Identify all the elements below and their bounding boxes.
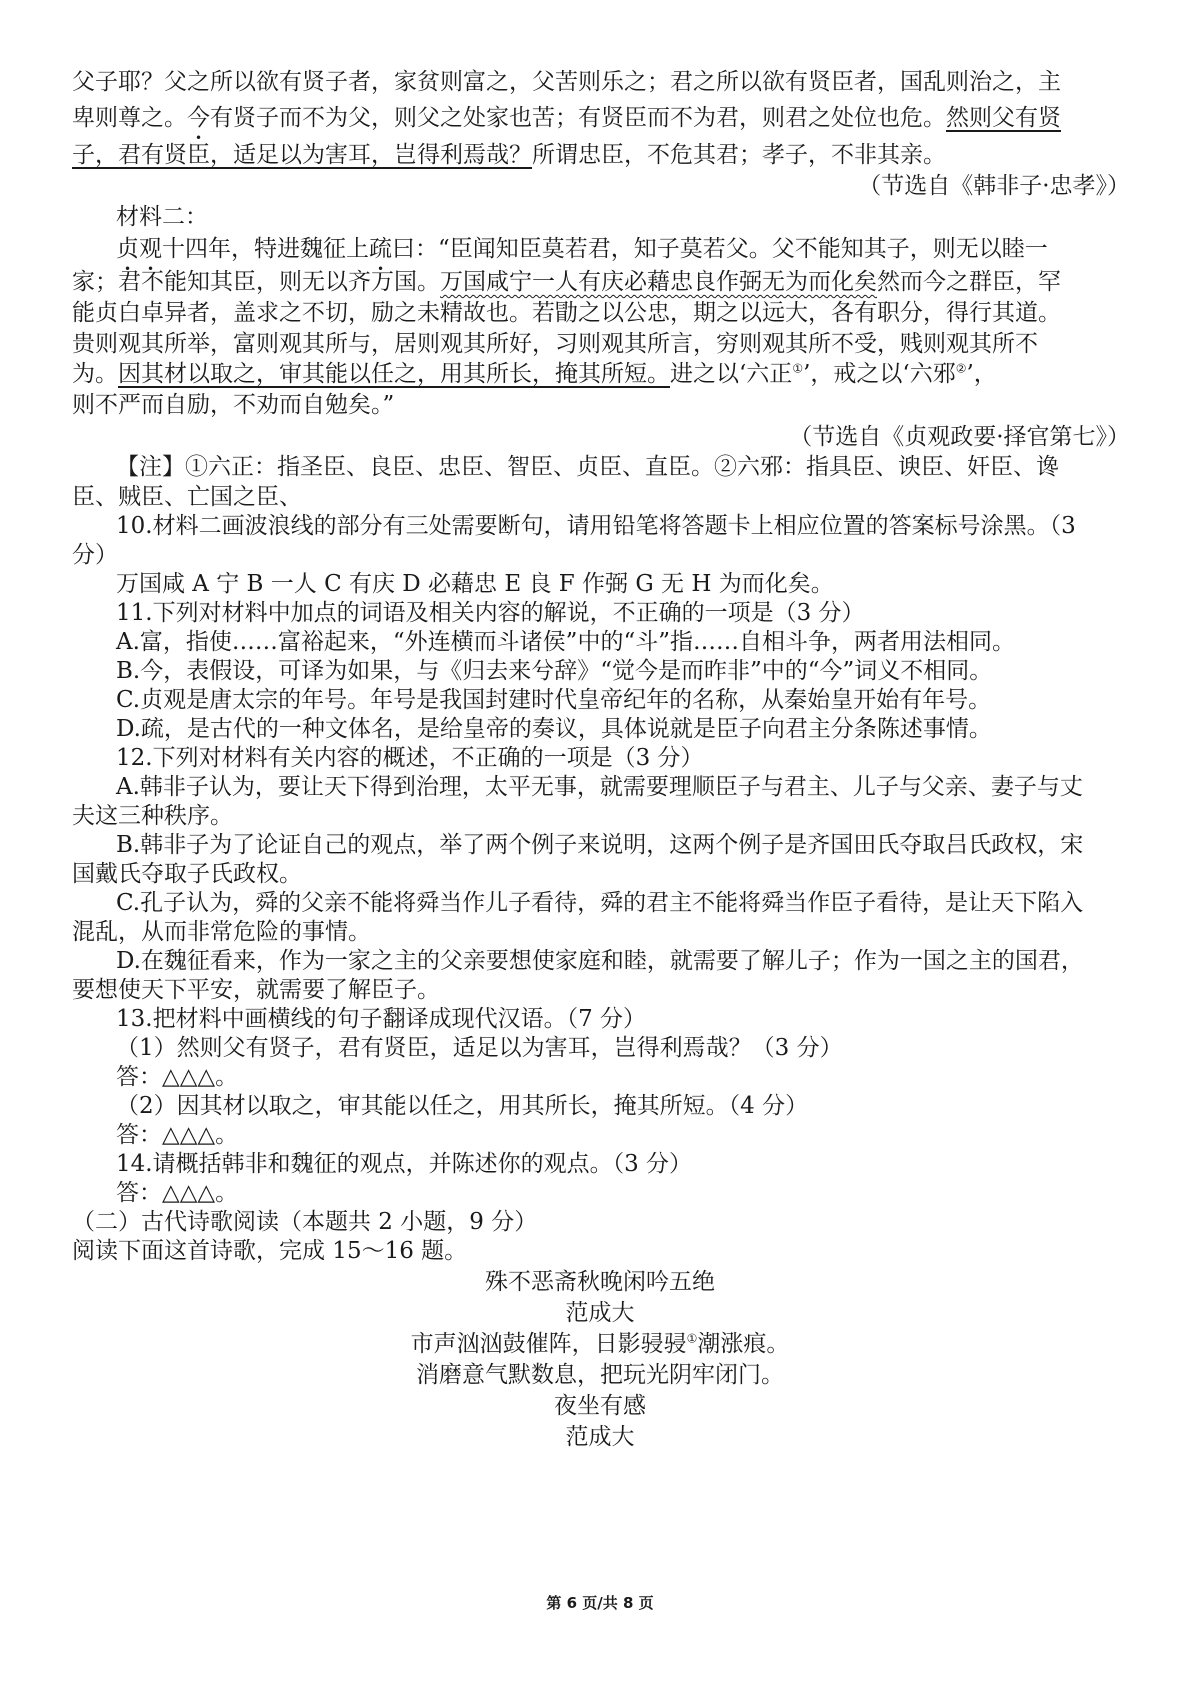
- m2-line-5: 为。因其材以取之，审其能以任之，用其所长，掩其所短。进之以‘六正①’，戒之以‘六邪②’，: [72, 361, 997, 387]
- poem-2-title: 夜坐有感: [554, 1393, 646, 1419]
- q14-answer: 答：△△△。: [116, 1180, 239, 1206]
- note-line-1: 【注】①六正：指圣臣、良臣、忠臣、智臣、贞臣、直臣。②六邪：指具臣、谀臣、奸臣、谗: [116, 454, 1059, 480]
- m1-line-3: 子，君有贤臣，适足以为害耳，岂得利焉哉？所谓忠臣，不危其君；孝子，不非其亲。: [72, 142, 946, 168]
- poem-1-line-2: 消磨意气默数息，把玩光阴牢闭门。: [416, 1362, 784, 1388]
- q12-option-b-1: B.韩非子为了论证自己的观点，举了两个例子来说明，这两个例子是齐国田氏夺取吕氏政权，宋: [116, 832, 1084, 858]
- q11-option-c: C.贞观是唐太宗的年号。年号是我国封建时代皇帝纪年的名称，从秦始皇开始有年号。: [116, 687, 992, 713]
- m1-line-2: 卑则尊之。今有贤子而不为父，则父之处家也苦；有贤臣而不为君，则君之处位也危。然则父有贤: [72, 105, 1061, 131]
- q10-options: 万国咸 A 宁 B 一人 C 有庆 D 必藉忠 E 良 F 作弼 G 无 H 为而化矣。: [116, 571, 834, 597]
- poem-1-title: 殊不恶斋秋晚闲吟五绝: [485, 1269, 715, 1295]
- footnote-mark-1: ①: [792, 361, 804, 376]
- m2-line-6: 则不严而自励，不劝而自勉矣。”: [72, 392, 395, 418]
- poem-footnote-mark: ①: [686, 1331, 698, 1346]
- q12-option-d-1: D.在魏征看来，作为一家之主的父亲要想使家庭和睦，就需要了解儿子；作为一国之主的国君，: [116, 948, 1084, 974]
- m2-source: （节选自《贞观政要·择官第七》）: [789, 424, 1130, 450]
- footnote-mark-2: ②: [955, 361, 967, 376]
- q12-option-b-2: 国戴氏夺取子氏政权。: [72, 861, 302, 887]
- q12-option-d-2: 要想使天下平安，就需要了解臣子。: [72, 977, 440, 1003]
- q13-answer-1: 答：△△△。: [116, 1064, 239, 1090]
- q10-stem-1: 10.材料二画波浪线的部分有三处需要断句，请用铅笔将答题卡上相应位置的答案标号涂黑。（3: [116, 513, 1076, 539]
- section-2-heading: （二）古代诗歌阅读（本题共 2 小题，9 分）: [72, 1209, 538, 1235]
- q10-stem-2: 分）: [72, 542, 118, 568]
- underlined-sentence-1a: 然则父有贤: [946, 105, 1061, 131]
- q14-stem: 14.请概括韩非和魏征的观点，并陈述你的观点。（3 分）: [116, 1151, 693, 1177]
- m2-line-4: 贵则观其所举，富则观其所与，居则观其所好，习则观其所言，穷则观其所不受，贱则观其所不: [72, 331, 1038, 357]
- poem-1-author: 范成大: [565, 1300, 635, 1326]
- underlined-sentence-2: 因其材以取之，审其能以任之，用其所长，掩其所短。: [118, 361, 670, 387]
- underlined-sentence-1b: 子，君有贤臣，适足以为害耳，岂得利焉哉？: [72, 142, 532, 168]
- q13-stem: 13.把材料中画横线的句子翻译成现代汉语。（7 分）: [116, 1006, 647, 1032]
- poem-2-author: 范成大: [565, 1424, 635, 1450]
- m1-source: （节选自《韩非子·忠孝》）: [858, 173, 1130, 199]
- m2-line-3: 能贞白卓异者，盖求之不切，励之未精故也。若勖之以公忠，期之以远大，各有职分，得行其道。: [72, 300, 1061, 326]
- q12-option-a-1: A.韩非子认为，要让天下得到治理，太平无事，就需要理顺臣子与君主、儿子与父亲、妻子与丈: [116, 774, 1083, 800]
- q13-answer-2: 答：△△△。: [116, 1122, 239, 1148]
- m2-line-2: 家；君不能知其臣，则无以齐万国。万国咸宁一人有庆必藉忠良作弼无为而化矣然而今之群臣，罕: [72, 269, 1061, 295]
- note-line-2: 臣、贼臣、亡国之臣、: [72, 484, 302, 510]
- q11-option-a: A.富，指使……富裕起来，“外连横而斗诸侯”中的“斗”指……自相斗争，两者用法相同。: [116, 629, 1015, 655]
- m2-line-1: 贞观十四年，特进魏征上疏曰：“臣闻知臣莫若君，知子莫若父。父不能知其子，则无以睦一: [116, 236, 1048, 262]
- dotted-word-zhenguan: 贞观: [116, 236, 162, 262]
- q12-option-a-2: 夫这三种秩序。: [72, 803, 233, 829]
- m1-line-1: 父子耶？父之所以欲有贤子者，家贫则富之，父苦则乐之；君之所以欲有贤臣者，国乱则治之，主: [72, 69, 1061, 95]
- q12-stem: 12.下列对材料有关内容的概述，不正确的一项是（3 分）: [116, 745, 704, 771]
- q11-stem: 11.下列对材料中加点的词语及相关内容的解说，不正确的一项是（3 分）: [116, 600, 865, 626]
- dotted-char-jin: 今: [187, 105, 210, 131]
- q12-option-c-1: C.孔子认为，舜的父亲不能将舜当作儿子看待，舜的君主不能将舜当作臣子看待，是让天下陷入: [116, 890, 1084, 916]
- q11-option-b: B.今，表假设，可译为如果，与《归去来兮辞》“觉今是而昨非”中的“今”词义不相同。: [116, 658, 993, 684]
- m2-heading: 材料二：: [116, 204, 208, 230]
- poem-1-line-1: 市声汹汹鼓催阵，日影骎骎①潮涨痕。: [410, 1331, 790, 1357]
- dotted-char-shu: 疏: [369, 236, 392, 262]
- wavy-underlined-passage: 万国咸宁一人有庆必藉忠良作弼无为而化矣: [440, 269, 877, 295]
- section-2-instruction: 阅读下面这首诗歌，完成 15～16 题。: [72, 1238, 468, 1264]
- page-footer: 第 6 页/共 8 页: [546, 1594, 654, 1612]
- q12-option-c-2: 混乱，从而非常危险的事情。: [72, 919, 371, 945]
- q13-sub-2: （2）因其材以取之，审其能以任之，用其所长，掩其所短。（4 分）: [116, 1093, 809, 1119]
- q13-sub-1: （1）然则父有贤子，君有贤臣，适足以为害耳，岂得利焉哉？（3 分）: [116, 1035, 843, 1061]
- q11-option-d: D.疏，是古代的一种文体名，是给皇帝的奏议，具体说就是臣子向君主分条陈述事情。: [116, 716, 992, 742]
